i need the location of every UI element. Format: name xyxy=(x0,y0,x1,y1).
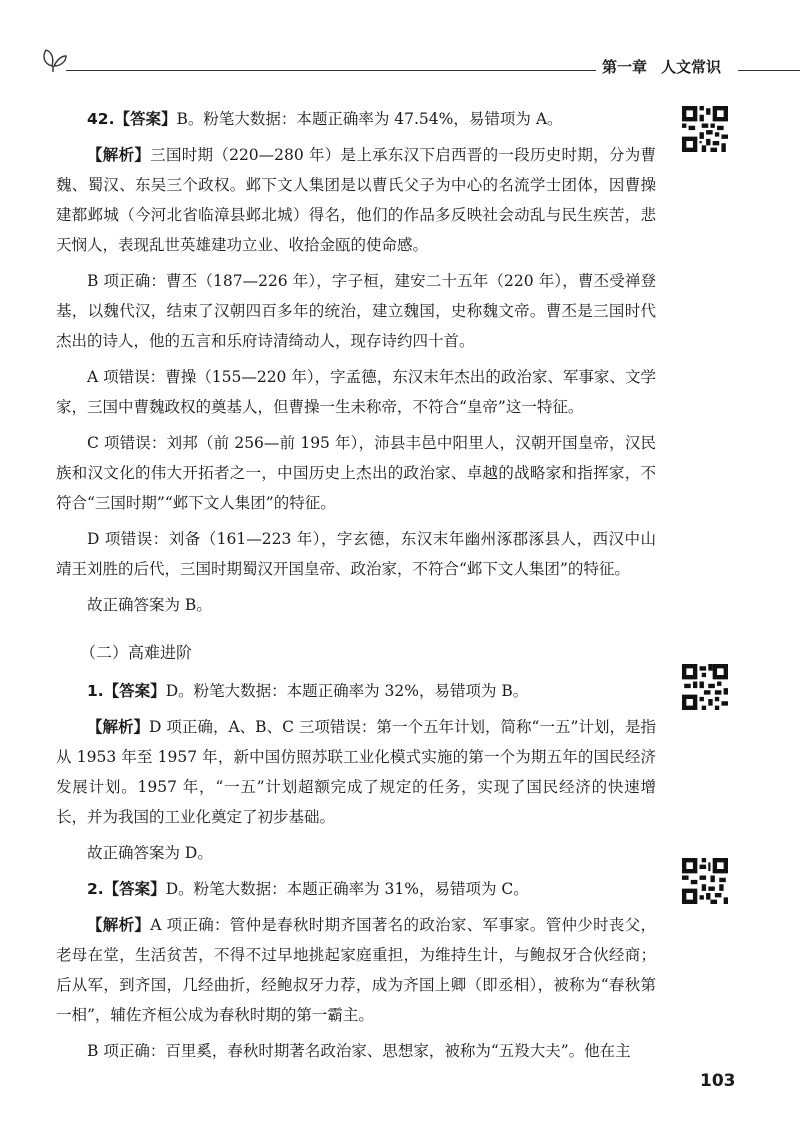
leaf-icon xyxy=(38,44,68,74)
q2-analysis xyxy=(56,910,656,1030)
q2-analysis-text: A 项正确：管仲是春秋时期齐国著名的政治家、军事家。管仲少时丧父，老母在堂，生活贫苦，不得不过早地挑起家庭重担，为维持生计，与鲍叔牙合伙经商；后从军，到齐国，几经曲折，经鲍叔牙力荐，成为齐国上卿（即丞相），被称为“春秋第一相”，辅佐齐桓公成为春秋时期的第一霸主。 xyxy=(56,916,656,1024)
section-title: （二）高难进阶 xyxy=(80,643,193,662)
chapter-number: 第一章 xyxy=(602,58,648,76)
q2-answer xyxy=(56,874,656,904)
q1-answer xyxy=(56,676,656,706)
q42-analysis-text: 三国时期（220—280 年）是上承东汉下启西晋的一段历史时期，分为曹魏、蜀汉、东吴三个政权。邺下文人集团是以曹氏父子为中心的名流学士团体，因曹操建都邺城（今河北省临漳县邺北城）得名，他们的作品多反映社会动乱与民生疾苦，悲天悯人，表现乱世英雄建功立业、收拾金瓯的使命感。 xyxy=(56,146,656,254)
header-rule-right xyxy=(738,70,800,71)
q1-analysis xyxy=(56,712,656,832)
page-header xyxy=(38,44,800,84)
q2-answer-text: D。粉笔大数据：本题正确率为 31%，易错项为 C。 xyxy=(165,880,529,898)
q42-option-b: B 项正确：曹丕（187—226 年），字子桓，建安二十五年（220 年），曹丕受禅登基，以魏代汉，结束了汉朝四百多年的统治，建立魏国，史称魏文帝。曹丕是三国时代杰出的诗人，他的五言和乐府诗清绮动人，现存诗约四十首。 xyxy=(56,272,656,350)
q2-option-b: B 项正确：百里奚，春秋时期著名政治家、思想家，被称为“五羖大夫”。他在主 xyxy=(87,1042,631,1060)
qr-code-icon[interactable] xyxy=(682,106,728,152)
qr-code-icon[interactable] xyxy=(682,858,728,904)
q42-analysis-tag: 【解析】 xyxy=(87,146,151,164)
q42-option-d: D 项错误：刘备（161—223 年），字玄德，东汉末年幽州涿郡涿县人，西汉中山靖王刘胜的后代，三国时期蜀汉开国皇帝、政治家，不符合“邺下文人集团”的特征。 xyxy=(56,530,656,578)
q2-answer-tag: 2.【答案】 xyxy=(87,880,166,898)
q42-option-a: A 项错误：曹操（155—220 年），字孟德，东汉末年杰出的政治家、军事家、文学家，三国中曹魏政权的奠基人，但曹操一生未称帝，不符合“皇帝”这一特征。 xyxy=(56,368,656,416)
q42-answer-tag: 42.【答案】 xyxy=(87,110,177,128)
q2-analysis-tag: 【解析】 xyxy=(87,916,151,934)
q42-answer xyxy=(56,104,656,134)
page-number: 103 xyxy=(700,1071,736,1091)
q1-conclusion: 故正确答案为 D。 xyxy=(87,844,213,862)
q1-analysis-tag: 【解析】 xyxy=(87,718,150,736)
chapter-name: 人文常识 xyxy=(661,58,722,76)
page-body xyxy=(56,104,656,1066)
chapter-title xyxy=(596,56,727,77)
q42-answer-text: B。粉笔大数据：本题正确率为 47.54%，易错项为 A。 xyxy=(176,110,563,128)
qr-code-icon[interactable] xyxy=(682,664,728,710)
q1-answer-tag: 1.【答案】 xyxy=(87,682,166,700)
header-rule-left xyxy=(66,70,626,71)
q1-answer-text: D。粉笔大数据：本题正确率为 32%，易错项为 B。 xyxy=(165,682,529,700)
q42-conclusion: 故正确答案为 B。 xyxy=(87,596,212,614)
q42-option-c: C 项错误：刘邦（前 256—前 195 年），沛县丰邑中阳里人，汉朝开国皇帝，汉民族和汉文化的伟大开拓者之一，中国历史上杰出的政治家、卓越的战略家和指挥家，不符合“三国时期”“邺下文人集团”的特征。 xyxy=(56,434,656,512)
q42-analysis xyxy=(56,140,656,260)
q1-analysis-text: D 项正确，A、B、C 三项错误：第一个五年计划，简称“一五”计划，是指从 1953 年至 1957 年，新中国仿照苏联工业化模式实施的第一个为期五年的国民经济发展计划。1957 年，“一五”计划超额完成了规定的任务，实现了国民经济的快速增长，并为我国的工业化奠定了初步基础。 xyxy=(56,718,656,826)
